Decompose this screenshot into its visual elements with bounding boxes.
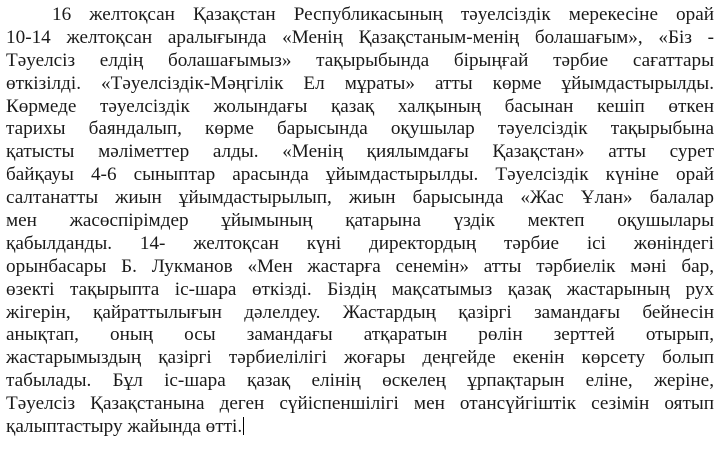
text-line-11: қабылданды. 14- желтоқсан күні директордың тәрбие ісі жөніндегі bbox=[6, 232, 714, 254]
text-line-3: Тәуелсіз елдің болашағымыз» тақырыбында бірыңғай тәрбие сағаттары bbox=[6, 49, 714, 71]
text-line-6: тарихы баяндалып, көрме барысында оқушылар тәуелсіздік тақырыбына bbox=[6, 118, 714, 140]
text-cursor bbox=[243, 417, 244, 435]
text-line-19[interactable] bbox=[6, 416, 714, 439]
text-line-5: Көрмеде тәуелсіздік жолындағы қазақ халқының басынан кешіп өткен bbox=[6, 95, 714, 117]
document-body bbox=[6, 4, 714, 439]
text-line-9: салтанатты жиын ұйымдастырылып, жиын барысында «Жас Ұлан» балалар bbox=[6, 187, 714, 209]
text-line-18: Тәуелсіз Қазақстанына деген сүйіспеншілігі мен отансүйгіштік сезімін оятып bbox=[6, 393, 714, 415]
text-line-1: 16 желтоқсан Қазақстан Республикасының тәуелсіздік мерекесіне орай bbox=[52, 4, 714, 25]
text-line-7: қатысты мәліметтер алды. «Менің қиялымдағы Қазақстан» атты сурет bbox=[6, 141, 714, 163]
text-line-10: мен жасөспірімдер ұйымының қатарына үздік мектеп оқушылары bbox=[6, 210, 714, 232]
text-line-14: жігерін, қайраттылығын дәлелдеу. Жастардың қазіргі замандағы бейнесін bbox=[6, 301, 714, 323]
text-line-16: жастарымыздың қазіргі тәрбиелілігі жоғары деңгейде екенін көрсету болып bbox=[6, 347, 714, 369]
text-line-15: анықтап, оның осы замандағы атқаратын рөлін зерттей отырып, bbox=[6, 324, 714, 346]
last-line-text: қалыптастыру жайында өтті. bbox=[6, 416, 243, 438]
text-line-13: өзекті тақырыпта іс-шара өткізді. Біздің мақсатымыз қазақ жастарының рух bbox=[6, 278, 714, 300]
text-line-4: өткізілді. «Тәуелсіздік-Мәңгілік Ел мұраты» атты көрме ұйымдастырылды. bbox=[6, 72, 714, 94]
text-line-2: 10-14 желтоқсан аралығында «Менің Қазақстаным-менің болашағым», «Біз - bbox=[6, 26, 714, 48]
text-line-12: орынбасары Б. Лукманов «Мен жастарға сенемін» атты тәрбиелік мәні бар, bbox=[6, 255, 714, 277]
text-line-17: табылады. Бұл іс-шара қазақ елінің өскелең ұрпақтарын еліне, жеріне, bbox=[6, 370, 714, 392]
text-line-8: байқауы 4-6 сыныптар арасында ұйымдастырылды. Тәуелсіздік күніне орай bbox=[6, 164, 714, 186]
